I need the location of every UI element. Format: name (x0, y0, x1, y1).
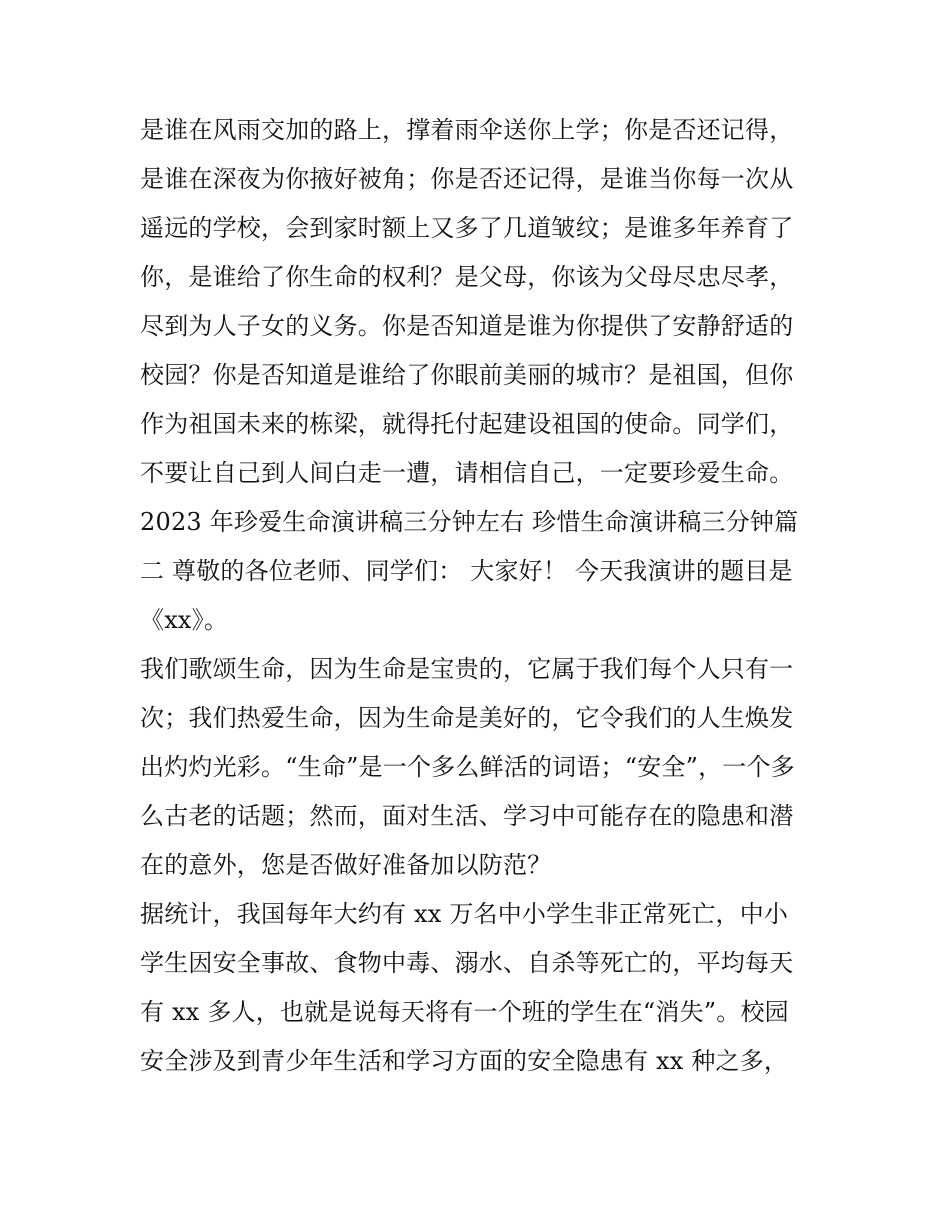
text-line-11: 《xx》。 (140, 606, 229, 634)
text-line-12: 我们歌颂生命，因为生命是宝贵的，它属于我们每个人只有一 (140, 655, 794, 683)
text-line-6: 校园？你是否知道是谁给了你眼前美丽的城市？是祖国，但你 (140, 361, 794, 389)
text-line-9: 2023 年珍爱生命演讲稿三分钟左右 珍惜生命演讲稿三分钟篇 (140, 508, 799, 536)
text-line-20: 安全涉及到青少年生活和学习方面的安全隐患有 xx 种之多， (140, 1047, 789, 1075)
text-line-8: 不要让自己到人间白走一遭，请相信自己，一定要珍爱生命。 (140, 459, 794, 487)
body-text (140, 106, 820, 1086)
text-line-4: 你，是谁给了你生命的权利？是父母，你该为父母尽忠尽孝， (140, 263, 794, 291)
text-line-13: 次；我们热爱生命，因为生命是美好的，它令我们的人生焕发 (140, 704, 794, 732)
text-line-17: 据统计，我国每年大约有 xx 万名中小学生非正常死亡，中小 (140, 900, 789, 928)
text-line-18: 学生因安全事故、食物中毒、溺水、自杀等死亡的，平均每天 (140, 949, 794, 977)
text-line-10: 二 尊敬的各位老师、同学们： 大家好！ 今天我演讲的题目是 (140, 557, 793, 585)
text-line-14: 出灼灼光彩。“生命”是一个多么鲜活的词语；“安全”，一个多 (140, 753, 795, 781)
text-line-1: 是谁在风雨交加的路上，撑着雨伞送你上学；你是否还记得， (140, 116, 794, 144)
text-line-16: 在的意外，您是否做好准备加以防范？ (140, 851, 552, 879)
text-line-3: 遥远的学校，会到家时额上又多了几道皱纹；是谁多年养育了 (140, 214, 794, 242)
text-line-15: 么古老的话题；然而，面对生活、学习中可能存在的隐患和潜 (140, 802, 794, 830)
text-line-2: 是谁在深夜为你掖好被角；你是否还记得，是谁当你每一次从 (140, 165, 794, 193)
text-line-5: 尽到为人子女的义务。你是否知道是谁为你提供了安静舒适的 (140, 312, 794, 340)
text-line-7: 作为祖国未来的栋梁，就得托付起建设祖国的使命。同学们， (140, 410, 794, 438)
text-line-19: 有 xx 多人，也就是说每天将有一个班的学生在“消失”。校园 (140, 998, 789, 1026)
